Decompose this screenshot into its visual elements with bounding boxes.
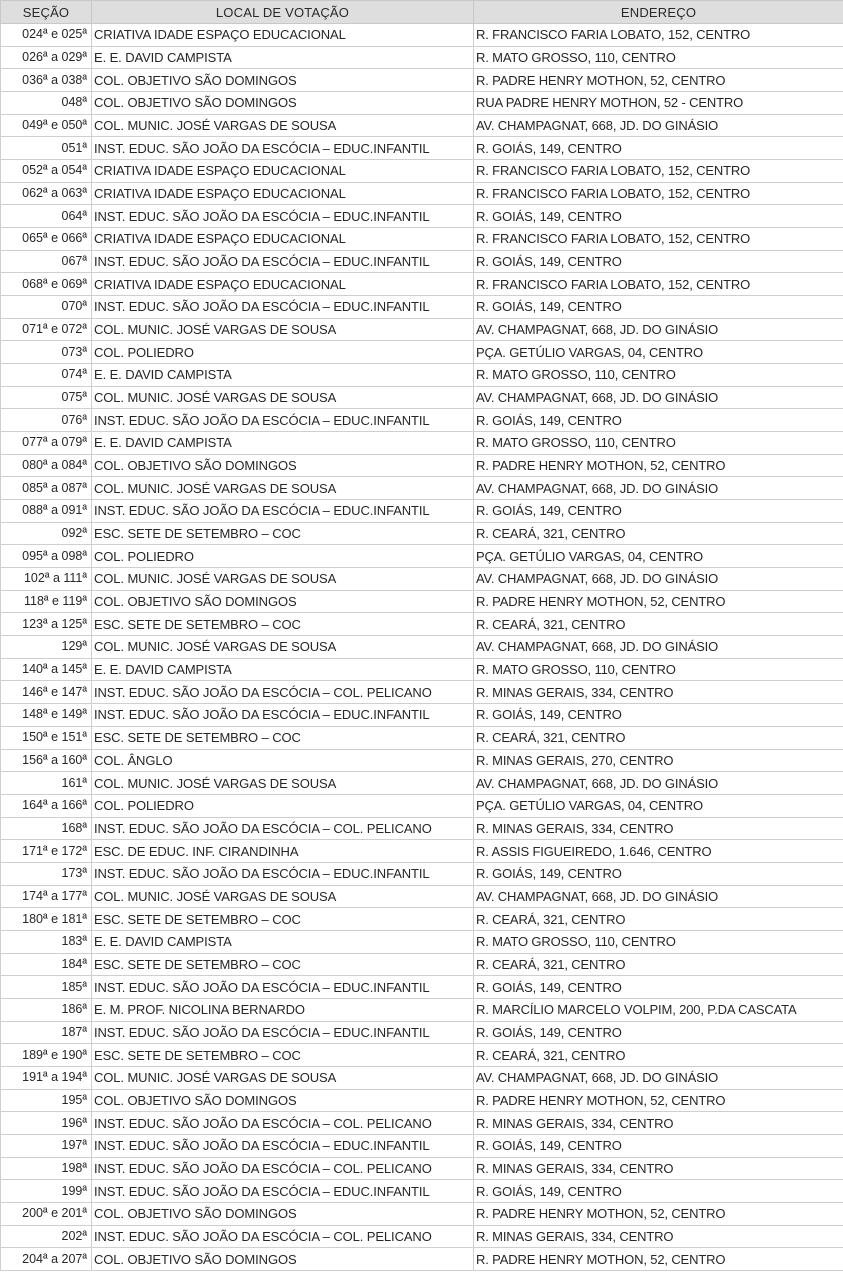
secao-cell: 173ª: [1, 862, 92, 885]
endereco-cell: AV. CHAMPAGNAT, 668, JD. DO GINÁSIO: [474, 477, 843, 500]
secao-cell: 088ª a 091ª: [1, 500, 92, 523]
local-cell: COL. MUNIC. JOSÉ VARGAS DE SOUSA: [92, 477, 474, 500]
secao-cell: 199ª: [1, 1180, 92, 1203]
secao-cell: 202ª: [1, 1225, 92, 1248]
local-cell: E. E. DAVID CAMPISTA: [92, 930, 474, 953]
local-cell: CRIATIVA IDADE ESPAÇO EDUCACIONAL: [92, 24, 474, 47]
endereco-cell: R. FRANCISCO FARIA LOBATO, 152, CENTRO: [474, 160, 843, 183]
secao-cell: 185ª: [1, 976, 92, 999]
table-row: [1, 432, 843, 455]
secao-cell: 051ª: [1, 137, 92, 160]
local-cell: ESC. SETE DE SETEMBRO – COC: [92, 908, 474, 931]
secao-cell: 196ª: [1, 1112, 92, 1135]
table-row: [1, 454, 843, 477]
endereco-cell: R. MINAS GERAIS, 334, CENTRO: [474, 1225, 843, 1248]
secao-cell: 080ª a 084ª: [1, 454, 92, 477]
table-row: [1, 364, 843, 387]
secao-cell: 156ª a 160ª: [1, 749, 92, 772]
endereco-cell: R. GOIÁS, 149, CENTRO: [474, 296, 843, 319]
local-cell: INST. EDUC. SÃO JOÃO DA ESCÓCIA – EDUC.INFANTIL: [92, 250, 474, 273]
secao-cell: 168ª: [1, 817, 92, 840]
secao-cell: 123ª a 125ª: [1, 613, 92, 636]
endereco-cell: R. MINAS GERAIS, 270, CENTRO: [474, 749, 843, 772]
local-cell: CRIATIVA IDADE ESPAÇO EDUCACIONAL: [92, 273, 474, 296]
table-row: [1, 46, 843, 69]
header-secao: SEÇÃO: [1, 1, 92, 24]
table-row: [1, 930, 843, 953]
endereco-cell: R. GOIÁS, 149, CENTRO: [474, 500, 843, 523]
table-row: [1, 862, 843, 885]
endereco-cell: AV. CHAMPAGNAT, 668, JD. DO GINÁSIO: [474, 386, 843, 409]
local-cell: E. M. PROF. NICOLINA BERNARDO: [92, 998, 474, 1021]
endereco-cell: AV. CHAMPAGNAT, 668, JD. DO GINÁSIO: [474, 772, 843, 795]
secao-cell: 195ª: [1, 1089, 92, 1112]
secao-cell: 068ª e 069ª: [1, 273, 92, 296]
table-row: [1, 704, 843, 727]
endereco-cell: R. MATO GROSSO, 110, CENTRO: [474, 46, 843, 69]
local-cell: INST. EDUC. SÃO JOÃO DA ESCÓCIA – EDUC.INFANTIL: [92, 296, 474, 319]
table-row: [1, 250, 843, 273]
table-row: [1, 92, 843, 115]
table-row: [1, 522, 843, 545]
secao-cell: 067ª: [1, 250, 92, 273]
endereco-cell: R. PADRE HENRY MOTHON, 52, CENTRO: [474, 1202, 843, 1225]
table-row: [1, 726, 843, 749]
local-cell: INST. EDUC. SÃO JOÃO DA ESCÓCIA – EDUC.INFANTIL: [92, 1180, 474, 1203]
table-row: [1, 1066, 843, 1089]
endereco-cell: R. FRANCISCO FARIA LOBATO, 152, CENTRO: [474, 228, 843, 251]
table-row: [1, 318, 843, 341]
secao-cell: 065ª e 066ª: [1, 228, 92, 251]
table-row: [1, 908, 843, 931]
table-row: [1, 1225, 843, 1248]
table-row: [1, 749, 843, 772]
local-cell: INST. EDUC. SÃO JOÃO DA ESCÓCIA – EDUC.INFANTIL: [92, 862, 474, 885]
table-row: [1, 885, 843, 908]
endereco-cell: AV. CHAMPAGNAT, 668, JD. DO GINÁSIO: [474, 885, 843, 908]
local-cell: ESC. SETE DE SETEMBRO – COC: [92, 522, 474, 545]
endereco-cell: AV. CHAMPAGNAT, 668, JD. DO GINÁSIO: [474, 568, 843, 591]
secao-cell: 073ª: [1, 341, 92, 364]
table-row: [1, 69, 843, 92]
secao-cell: 148ª e 149ª: [1, 704, 92, 727]
endereco-cell: R. CEARÁ, 321, CENTRO: [474, 953, 843, 976]
secao-cell: 102ª a 111ª: [1, 568, 92, 591]
secao-cell: 026ª a 029ª: [1, 46, 92, 69]
table-row: [1, 613, 843, 636]
table-row: [1, 568, 843, 591]
table-row: [1, 772, 843, 795]
table-row: [1, 137, 843, 160]
table-row: [1, 477, 843, 500]
secao-cell: 189ª e 190ª: [1, 1044, 92, 1067]
local-cell: ESC. SETE DE SETEMBRO – COC: [92, 953, 474, 976]
local-cell: CRIATIVA IDADE ESPAÇO EDUCACIONAL: [92, 228, 474, 251]
table-row: [1, 590, 843, 613]
endereco-cell: R. GOIÁS, 149, CENTRO: [474, 976, 843, 999]
secao-cell: 129ª: [1, 636, 92, 659]
secao-cell: 092ª: [1, 522, 92, 545]
secao-cell: 174ª a 177ª: [1, 885, 92, 908]
header-row: [1, 1, 843, 24]
table-body: [1, 24, 843, 1271]
secao-cell: 204ª a 207ª: [1, 1248, 92, 1271]
local-cell: COL. POLIEDRO: [92, 794, 474, 817]
header-endereco: ENDEREÇO: [474, 1, 843, 24]
endereco-cell: R. PADRE HENRY MOTHON, 52, CENTRO: [474, 69, 843, 92]
table-row: [1, 114, 843, 137]
local-cell: INST. EDUC. SÃO JOÃO DA ESCÓCIA – EDUC.INFANTIL: [92, 1134, 474, 1157]
endereco-cell: R. PADRE HENRY MOTHON, 52, CENTRO: [474, 1248, 843, 1271]
secao-cell: 164ª a 166ª: [1, 794, 92, 817]
local-cell: E. E. DAVID CAMPISTA: [92, 432, 474, 455]
table-row: [1, 273, 843, 296]
endereco-cell: R. GOIÁS, 149, CENTRO: [474, 250, 843, 273]
endereco-cell: R. MARCÍLIO MARCELO VOLPIM, 200, P.DA CASCATA: [474, 998, 843, 1021]
local-cell: INST. EDUC. SÃO JOÃO DA ESCÓCIA – EDUC.INFANTIL: [92, 409, 474, 432]
secao-cell: 095ª a 098ª: [1, 545, 92, 568]
secao-cell: 070ª: [1, 296, 92, 319]
table-row: [1, 1134, 843, 1157]
local-cell: INST. EDUC. SÃO JOÃO DA ESCÓCIA – COL. PELICANO: [92, 817, 474, 840]
local-cell: COL. MUNIC. JOSÉ VARGAS DE SOUSA: [92, 1066, 474, 1089]
table-row: [1, 1180, 843, 1203]
secao-cell: 180ª e 181ª: [1, 908, 92, 931]
local-cell: COL. POLIEDRO: [92, 341, 474, 364]
endereco-cell: R. GOIÁS, 149, CENTRO: [474, 704, 843, 727]
local-cell: CRIATIVA IDADE ESPAÇO EDUCACIONAL: [92, 160, 474, 183]
secao-cell: 118ª e 119ª: [1, 590, 92, 613]
secao-cell: 076ª: [1, 409, 92, 432]
endereco-cell: R. MATO GROSSO, 110, CENTRO: [474, 930, 843, 953]
endereco-cell: R. GOIÁS, 149, CENTRO: [474, 205, 843, 228]
endereco-cell: R. GOIÁS, 149, CENTRO: [474, 1021, 843, 1044]
table-row: [1, 296, 843, 319]
endereco-cell: R. CEARÁ, 321, CENTRO: [474, 726, 843, 749]
secao-cell: 048ª: [1, 92, 92, 115]
local-cell: ESC. SETE DE SETEMBRO – COC: [92, 726, 474, 749]
local-cell: ESC. DE EDUC. INF. CIRANDINHA: [92, 840, 474, 863]
secao-cell: 077ª a 079ª: [1, 432, 92, 455]
local-cell: INST. EDUC. SÃO JOÃO DA ESCÓCIA – EDUC.INFANTIL: [92, 976, 474, 999]
endereco-cell: R. GOIÁS, 149, CENTRO: [474, 1180, 843, 1203]
endereco-cell: PÇA. GETÚLIO VARGAS, 04, CENTRO: [474, 545, 843, 568]
secao-cell: 186ª: [1, 998, 92, 1021]
local-cell: INST. EDUC. SÃO JOÃO DA ESCÓCIA – COL. PELICANO: [92, 681, 474, 704]
table-row: [1, 228, 843, 251]
secao-cell: 197ª: [1, 1134, 92, 1157]
local-cell: COL. MUNIC. JOSÉ VARGAS DE SOUSA: [92, 772, 474, 795]
endereco-cell: AV. CHAMPAGNAT, 668, JD. DO GINÁSIO: [474, 636, 843, 659]
local-cell: COL. MUNIC. JOSÉ VARGAS DE SOUSA: [92, 386, 474, 409]
local-cell: E. E. DAVID CAMPISTA: [92, 658, 474, 681]
secao-cell: 187ª: [1, 1021, 92, 1044]
secao-cell: 036ª a 038ª: [1, 69, 92, 92]
secao-cell: 074ª: [1, 364, 92, 387]
local-cell: COL. OBJETIVO SÃO DOMINGOS: [92, 590, 474, 613]
table-row: [1, 545, 843, 568]
table-header: [1, 1, 843, 24]
endereco-cell: AV. CHAMPAGNAT, 668, JD. DO GINÁSIO: [474, 1066, 843, 1089]
secao-cell: 171ª e 172ª: [1, 840, 92, 863]
table-row: [1, 794, 843, 817]
endereco-cell: R. MATO GROSSO, 110, CENTRO: [474, 658, 843, 681]
endereco-cell: R. ASSIS FIGUEIREDO, 1.646, CENTRO: [474, 840, 843, 863]
table-row: [1, 1089, 843, 1112]
table-row: [1, 1112, 843, 1135]
local-cell: INST. EDUC. SÃO JOÃO DA ESCÓCIA – EDUC.INFANTIL: [92, 704, 474, 727]
local-cell: INST. EDUC. SÃO JOÃO DA ESCÓCIA – EDUC.INFANTIL: [92, 1021, 474, 1044]
table-row: [1, 953, 843, 976]
table-row: [1, 1157, 843, 1180]
table-row: [1, 840, 843, 863]
local-cell: COL. OBJETIVO SÃO DOMINGOS: [92, 1089, 474, 1112]
local-cell: INST. EDUC. SÃO JOÃO DA ESCÓCIA – EDUC.INFANTIL: [92, 205, 474, 228]
secao-cell: 140ª a 145ª: [1, 658, 92, 681]
endereco-cell: R. GOIÁS, 149, CENTRO: [474, 409, 843, 432]
secao-cell: 024ª e 025ª: [1, 24, 92, 47]
local-cell: COL. OBJETIVO SÃO DOMINGOS: [92, 1248, 474, 1271]
table-row: [1, 205, 843, 228]
endereco-cell: R. GOIÁS, 149, CENTRO: [474, 137, 843, 160]
secao-cell: 198ª: [1, 1157, 92, 1180]
endereco-cell: RUA PADRE HENRY MOTHON, 52 - CENTRO: [474, 92, 843, 115]
local-cell: COL. OBJETIVO SÃO DOMINGOS: [92, 69, 474, 92]
endereco-cell: AV. CHAMPAGNAT, 668, JD. DO GINÁSIO: [474, 318, 843, 341]
endereco-cell: R. MATO GROSSO, 110, CENTRO: [474, 432, 843, 455]
table-row: [1, 1044, 843, 1067]
table-row: [1, 976, 843, 999]
endereco-cell: PÇA. GETÚLIO VARGAS, 04, CENTRO: [474, 341, 843, 364]
endereco-cell: R. CEARÁ, 321, CENTRO: [474, 1044, 843, 1067]
endereco-cell: R. GOIÁS, 149, CENTRO: [474, 862, 843, 885]
table-row: [1, 386, 843, 409]
secao-cell: 150ª e 151ª: [1, 726, 92, 749]
secao-cell: 071ª e 072ª: [1, 318, 92, 341]
secao-cell: 146ª e 147ª: [1, 681, 92, 704]
local-cell: CRIATIVA IDADE ESPAÇO EDUCACIONAL: [92, 182, 474, 205]
endereco-cell: R. PADRE HENRY MOTHON, 52, CENTRO: [474, 590, 843, 613]
endereco-cell: R. MINAS GERAIS, 334, CENTRO: [474, 1157, 843, 1180]
endereco-cell: R. CEARÁ, 321, CENTRO: [474, 908, 843, 931]
local-cell: ESC. SETE DE SETEMBRO – COC: [92, 613, 474, 636]
secao-cell: 049ª e 050ª: [1, 114, 92, 137]
endereco-cell: R. PADRE HENRY MOTHON, 52, CENTRO: [474, 1089, 843, 1112]
endereco-cell: R. MINAS GERAIS, 334, CENTRO: [474, 817, 843, 840]
endereco-cell: R. MINAS GERAIS, 334, CENTRO: [474, 1112, 843, 1135]
table-row: [1, 182, 843, 205]
table-row: [1, 500, 843, 523]
local-cell: COL. ÂNGLO: [92, 749, 474, 772]
endereco-cell: R. FRANCISCO FARIA LOBATO, 152, CENTRO: [474, 182, 843, 205]
local-cell: COL. POLIEDRO: [92, 545, 474, 568]
endereco-cell: R. CEARÁ, 321, CENTRO: [474, 522, 843, 545]
local-cell: INST. EDUC. SÃO JOÃO DA ESCÓCIA – COL. PELICANO: [92, 1157, 474, 1180]
secao-cell: 200ª e 201ª: [1, 1202, 92, 1225]
local-cell: E. E. DAVID CAMPISTA: [92, 46, 474, 69]
table-row: [1, 24, 843, 47]
secao-cell: 183ª: [1, 930, 92, 953]
local-cell: COL. MUNIC. JOSÉ VARGAS DE SOUSA: [92, 636, 474, 659]
local-cell: INST. EDUC. SÃO JOÃO DA ESCÓCIA – EDUC.INFANTIL: [92, 500, 474, 523]
table-row: [1, 658, 843, 681]
table-row: [1, 817, 843, 840]
secao-cell: 064ª: [1, 205, 92, 228]
endereco-cell: R. MINAS GERAIS, 334, CENTRO: [474, 681, 843, 704]
local-cell: E. E. DAVID CAMPISTA: [92, 364, 474, 387]
header-local: LOCAL DE VOTAÇÃO: [92, 1, 474, 24]
local-cell: INST. EDUC. SÃO JOÃO DA ESCÓCIA – COL. PELICANO: [92, 1112, 474, 1135]
table-row: [1, 341, 843, 364]
local-cell: COL. MUNIC. JOSÉ VARGAS DE SOUSA: [92, 885, 474, 908]
table-row: [1, 1021, 843, 1044]
secao-cell: 062ª a 063ª: [1, 182, 92, 205]
local-cell: INST. EDUC. SÃO JOÃO DA ESCÓCIA – COL. PELICANO: [92, 1225, 474, 1248]
endereco-cell: R. CEARÁ, 321, CENTRO: [474, 613, 843, 636]
table-row: [1, 681, 843, 704]
local-cell: COL. MUNIC. JOSÉ VARGAS DE SOUSA: [92, 114, 474, 137]
local-cell: INST. EDUC. SÃO JOÃO DA ESCÓCIA – EDUC.INFANTIL: [92, 137, 474, 160]
table-row: [1, 160, 843, 183]
secao-cell: 184ª: [1, 953, 92, 976]
secao-cell: 075ª: [1, 386, 92, 409]
local-cell: COL. MUNIC. JOSÉ VARGAS DE SOUSA: [92, 568, 474, 591]
table-row: [1, 409, 843, 432]
endereco-cell: R. FRANCISCO FARIA LOBATO, 152, CENTRO: [474, 273, 843, 296]
secao-cell: 085ª a 087ª: [1, 477, 92, 500]
table-row: [1, 1248, 843, 1271]
local-cell: COL. OBJETIVO SÃO DOMINGOS: [92, 454, 474, 477]
local-cell: COL. MUNIC. JOSÉ VARGAS DE SOUSA: [92, 318, 474, 341]
table-row: [1, 636, 843, 659]
endereco-cell: R. FRANCISCO FARIA LOBATO, 152, CENTRO: [474, 24, 843, 47]
table-row: [1, 998, 843, 1021]
secao-cell: 161ª: [1, 772, 92, 795]
endereco-cell: R. GOIÁS, 149, CENTRO: [474, 1134, 843, 1157]
local-cell: ESC. SETE DE SETEMBRO – COC: [92, 1044, 474, 1067]
table-row: [1, 1202, 843, 1225]
local-cell: COL. OBJETIVO SÃO DOMINGOS: [92, 92, 474, 115]
endereco-cell: R. MATO GROSSO, 110, CENTRO: [474, 364, 843, 387]
secao-cell: 191ª a 194ª: [1, 1066, 92, 1089]
local-cell: COL. OBJETIVO SÃO DOMINGOS: [92, 1202, 474, 1225]
endereco-cell: R. PADRE HENRY MOTHON, 52, CENTRO: [474, 454, 843, 477]
endereco-cell: AV. CHAMPAGNAT, 668, JD. DO GINÁSIO: [474, 114, 843, 137]
secao-cell: 052ª a 054ª: [1, 160, 92, 183]
endereco-cell: PÇA. GETÚLIO VARGAS, 04, CENTRO: [474, 794, 843, 817]
